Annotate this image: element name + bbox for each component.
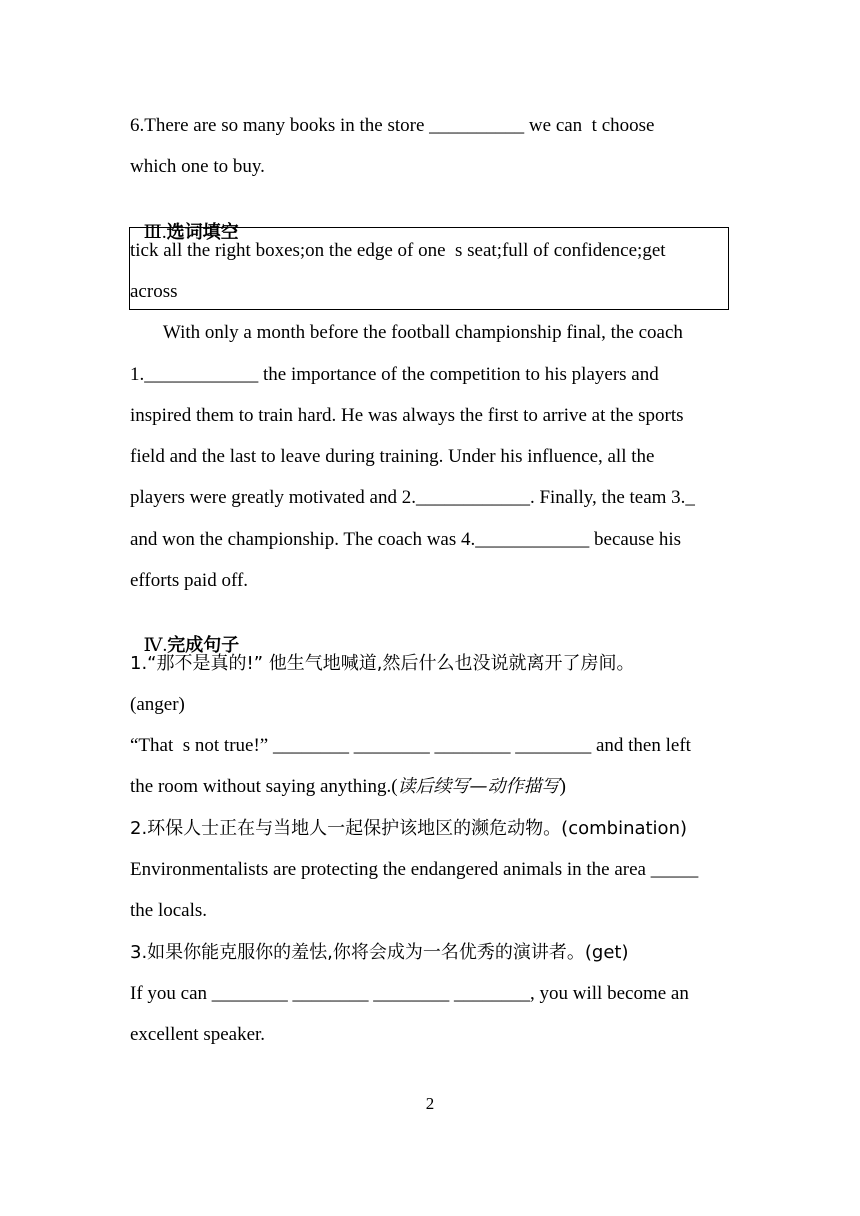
section-title: 完成句子: [167, 635, 240, 656]
answer-line: [130, 775, 566, 799]
passage-line: field and the last to leave during training. Under his influence, all the: [130, 446, 655, 467]
word-bank-line: across: [130, 281, 178, 302]
section-heading: [134, 610, 239, 658]
page-number: 2: [425, 1094, 435, 1113]
section-number: Ⅲ.: [143, 222, 167, 243]
answer-line: the locals.: [130, 900, 208, 921]
question-prompt-text: 1.“那不是真的!” 他生气地喊道,然后什么也没说就离开了房间。: [130, 653, 635, 674]
answer-line: “That s not true!” ________ ________ ________ ________ and then left: [130, 735, 691, 756]
answer-line: excellent speaker.: [130, 1024, 266, 1045]
passage-line: and won the championship. The coach was 4.____________ because his: [130, 529, 682, 550]
question-hint: (anger): [130, 694, 185, 715]
question-prompt-text: 2.环保人士正在与当地人一起保护该地区的濒危动物。(combination): [130, 818, 688, 839]
passage-line: With only a month before the football championship final, the coach: [130, 322, 683, 343]
exercise-line: 6.There are so many books in the store __________ we can t choose: [130, 115, 655, 136]
question-prompt: [130, 652, 634, 676]
answer-note: 读后续写—动作描写: [397, 776, 560, 797]
question-prompt: [130, 817, 687, 841]
word-bank-line: tick all the right boxes;on the edge of one s seat;full of confidence;get: [130, 240, 666, 261]
passage-line: efforts paid off.: [130, 570, 249, 591]
word-bank-box: [129, 227, 729, 310]
passage-line: 1.____________ the importance of the competition to his players and: [130, 364, 659, 385]
question-prompt: [130, 941, 629, 965]
exercise-line: which one to buy.: [130, 156, 265, 177]
answer-line: If you can ________ ________ ________ ________, you will become an: [130, 983, 689, 1004]
answer-text-close: ): [559, 776, 566, 797]
passage-line: inspired them to train hard. He was always the first to arrive at the sports: [130, 405, 684, 426]
section-number: Ⅳ.: [143, 635, 168, 656]
answer-text: the room without saying anything.(: [130, 776, 398, 797]
passage-line: players were greatly motivated and 2.____________. Finally, the team 3._: [130, 487, 695, 508]
question-prompt-text: 3.如果你能克服你的羞怯,你将会成为一名优秀的演讲者。(get): [130, 942, 629, 963]
answer-line: Environmentalists are protecting the endangered animals in the area _____: [130, 859, 699, 880]
section-title: 选词填空: [166, 222, 239, 243]
